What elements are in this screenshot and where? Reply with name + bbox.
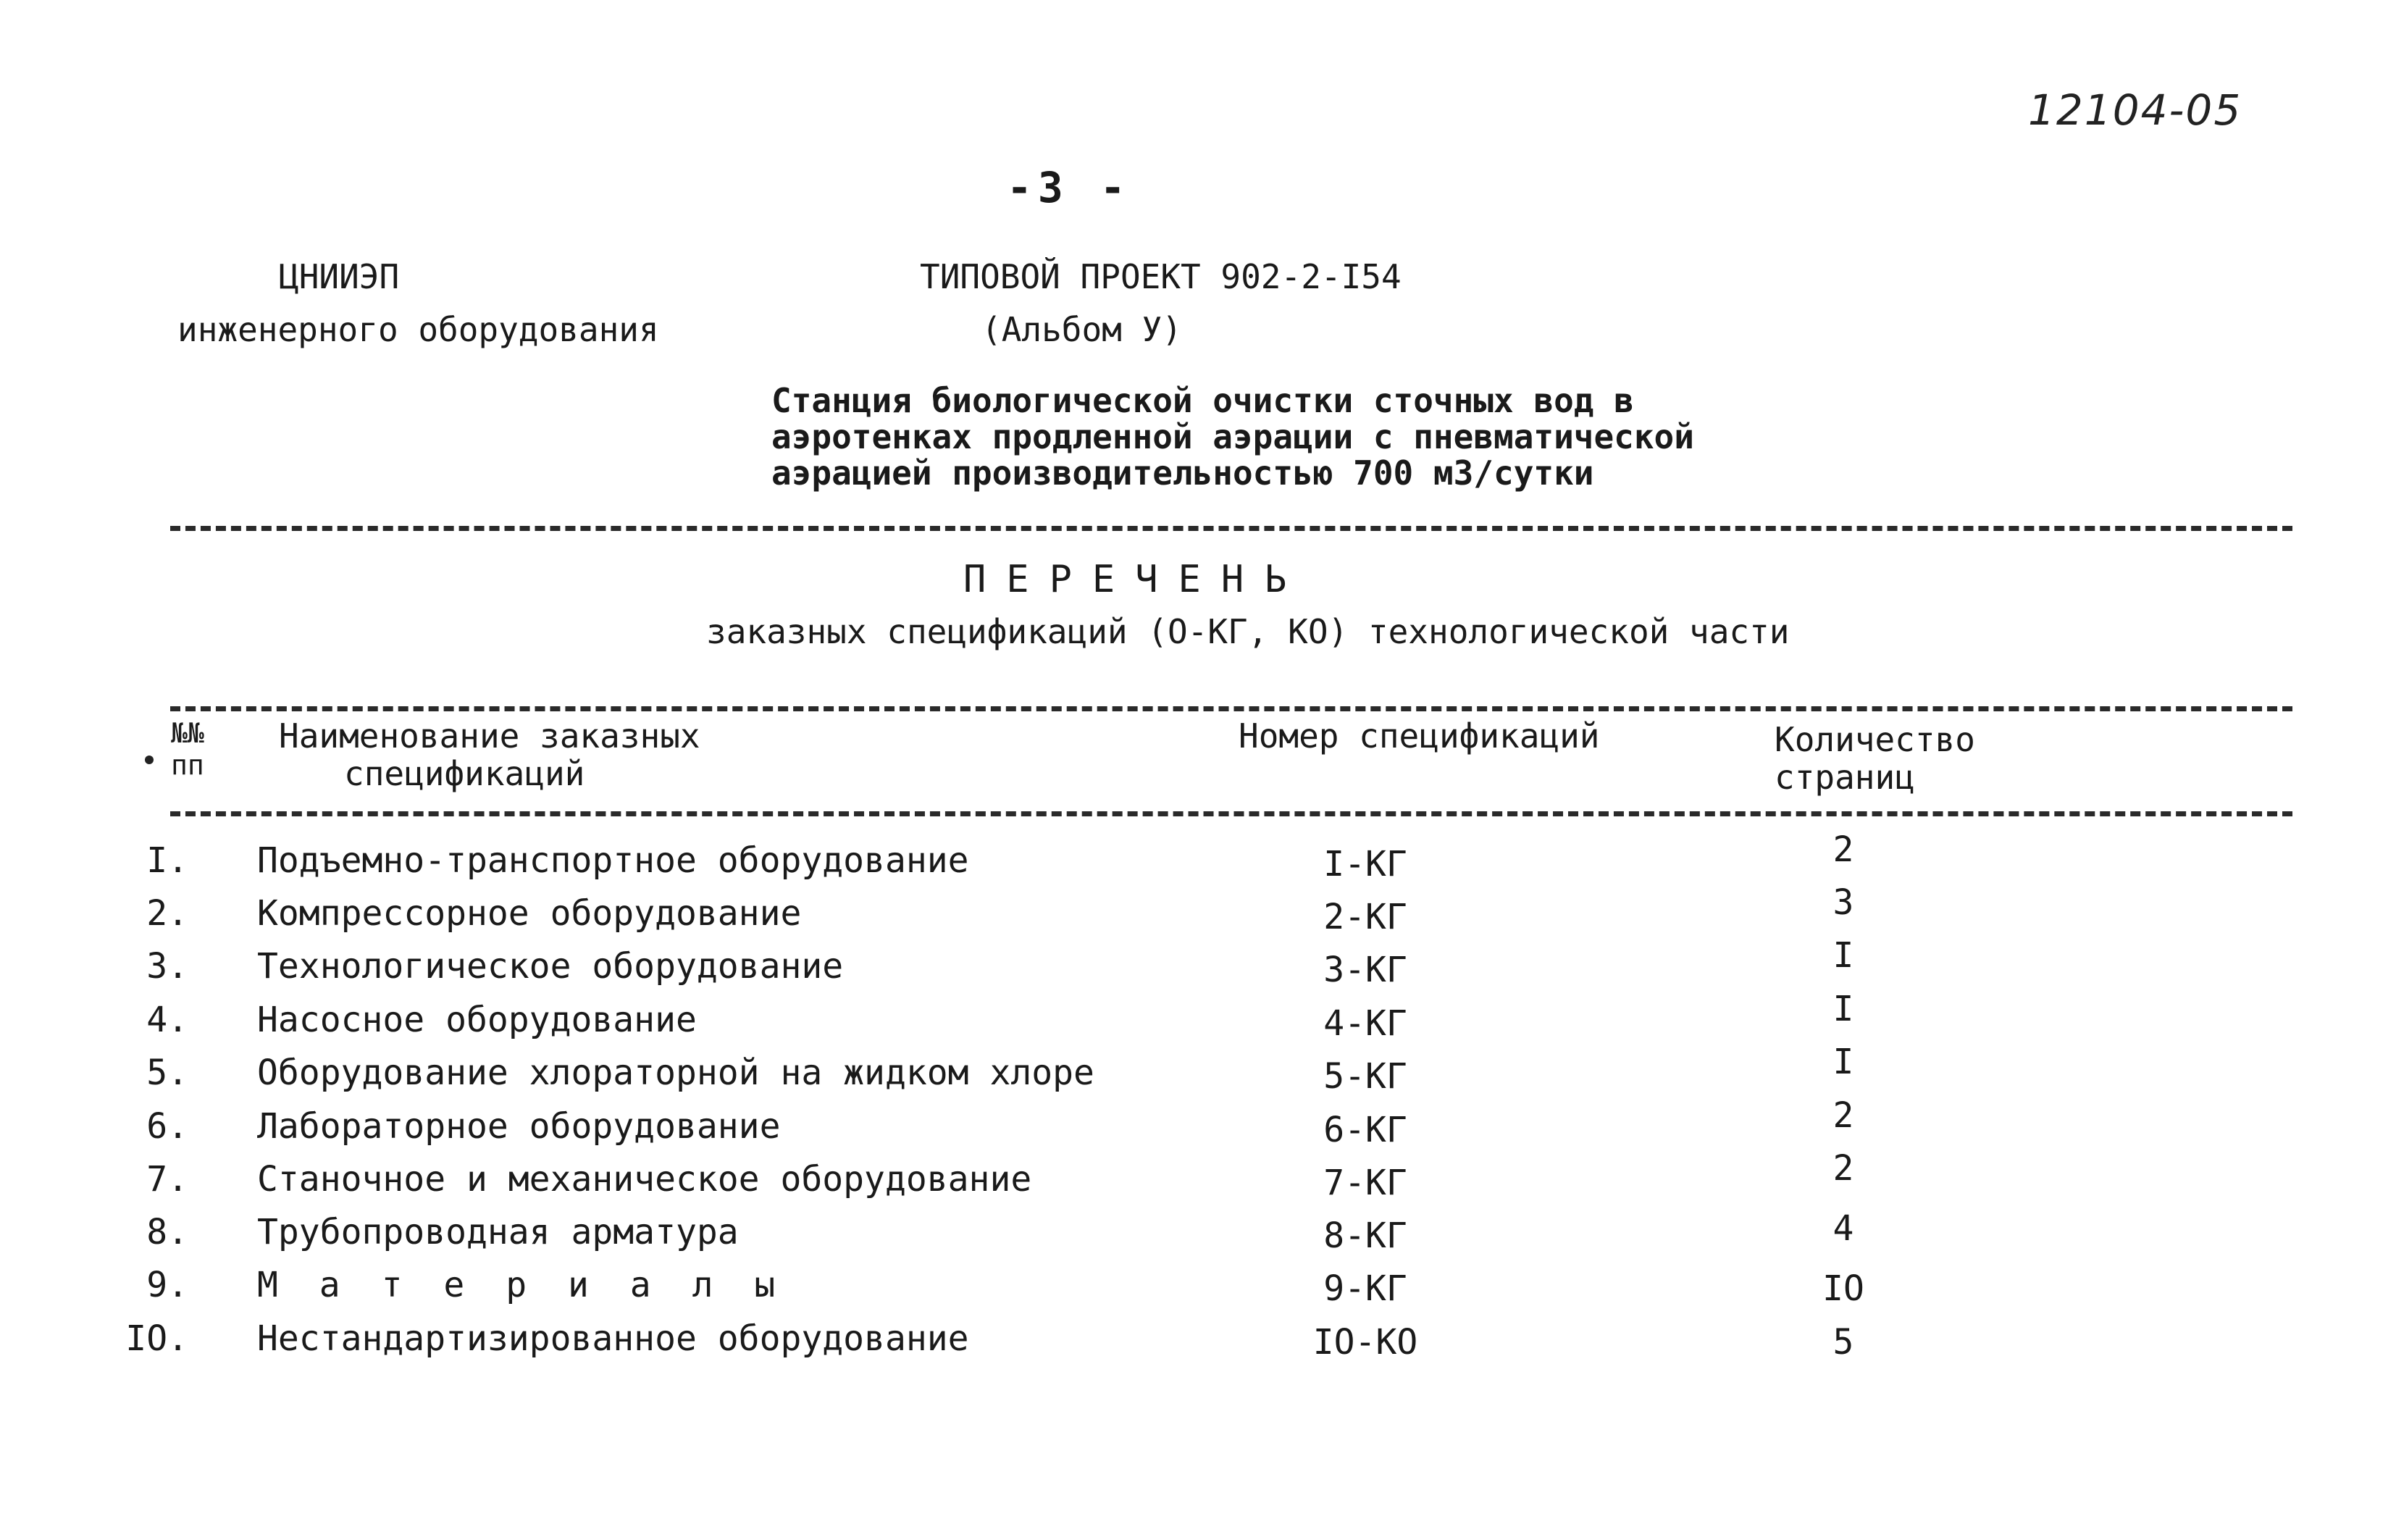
row-code: 5-КГ (1323, 1056, 1407, 1097)
row-number: 6. (146, 1106, 188, 1147)
station-title-line: Станция биологической очистки сточных вод в (771, 381, 1634, 420)
row-code: 3-КГ (1323, 950, 1407, 990)
row-name: Оборудование хлораторной на жидком хлоре (257, 1053, 1094, 1093)
station-title-line: аэротенках продленной аэрации с пневматической (771, 417, 1694, 456)
bullet-mark (145, 756, 154, 764)
station-title (771, 382, 1694, 491)
row-name: Лабораторное оборудование (257, 1106, 781, 1147)
row-name: Технологическое оборудование (257, 946, 844, 987)
row-pages: I (1832, 935, 1854, 976)
row-pages: 2 (1832, 1148, 1854, 1189)
row-number: 4. (146, 1000, 188, 1040)
table-header-rule (170, 811, 2292, 816)
row-number: 5. (146, 1053, 188, 1093)
project-title: ТИПОВОЙ ПРОЕКТ 902-2-I54 (920, 257, 1402, 296)
archive-number: 12104-05 (2028, 85, 2242, 135)
row-number: 9. (146, 1265, 188, 1305)
table-top-rule (170, 706, 2292, 711)
row-pages: I (1832, 989, 1854, 1029)
row-number: 2. (146, 893, 188, 934)
row-code: 7-КГ (1323, 1163, 1407, 1203)
row-name: Станочное и механическое оборудование (257, 1159, 1032, 1200)
row-code: 8-КГ (1323, 1215, 1407, 1256)
row-pages: 3 (1832, 882, 1854, 923)
row-code: 4-КГ (1323, 1003, 1407, 1044)
divider (170, 526, 2292, 531)
row-number: IO. (125, 1318, 188, 1359)
row-pages: 4 (1832, 1208, 1854, 1249)
row-name: Подъемно-транспортное оборудование (257, 840, 969, 881)
col-header-code: Номер спецификаций (1239, 716, 1600, 756)
list-title: ПЕРЕЧЕНЬ (963, 558, 1307, 601)
row-number: I. (146, 840, 188, 881)
row-name: Компрессорное оборудование (257, 893, 802, 934)
row-name: Нестандартизированное оборудование (257, 1318, 969, 1359)
row-code: 9-КГ (1323, 1268, 1407, 1309)
row-name: М а т е р и а л ы (257, 1265, 786, 1305)
col-header-name: Наименование заказных спецификаций (279, 716, 700, 793)
row-number: 3. (146, 946, 188, 987)
org-name: ЦНИИЭП (279, 257, 400, 296)
org-department: инженерного оборудования (177, 310, 659, 349)
row-name: Насосное оборудование (257, 1000, 697, 1040)
row-pages: 2 (1832, 829, 1854, 870)
row-pages: I (1832, 1042, 1854, 1082)
station-title-line: аэрацией производительностью 700 м3/сутки (771, 453, 1594, 493)
row-code: 6-КГ (1323, 1110, 1407, 1150)
row-pages: 2 (1832, 1095, 1854, 1136)
row-pages: 5 (1832, 1322, 1854, 1363)
row-number: 8. (146, 1212, 188, 1252)
row-name: Трубопроводная арматура (257, 1212, 739, 1252)
row-code: 2-КГ (1323, 897, 1407, 937)
row-number: 7. (146, 1159, 188, 1200)
col-header-num: №№ пп (171, 717, 204, 781)
row-pages: IO (1822, 1268, 1864, 1309)
row-code: I-КГ (1323, 844, 1407, 884)
col-header-pages: Количество страниц (1775, 720, 1975, 797)
row-code: IO-КО (1312, 1322, 1418, 1363)
album-label: (Альбом У) (981, 310, 1182, 349)
list-subtitle: заказных спецификаций (О-КГ, КО) технологической части (706, 612, 1790, 651)
page-number: -3 - (1007, 163, 1131, 212)
